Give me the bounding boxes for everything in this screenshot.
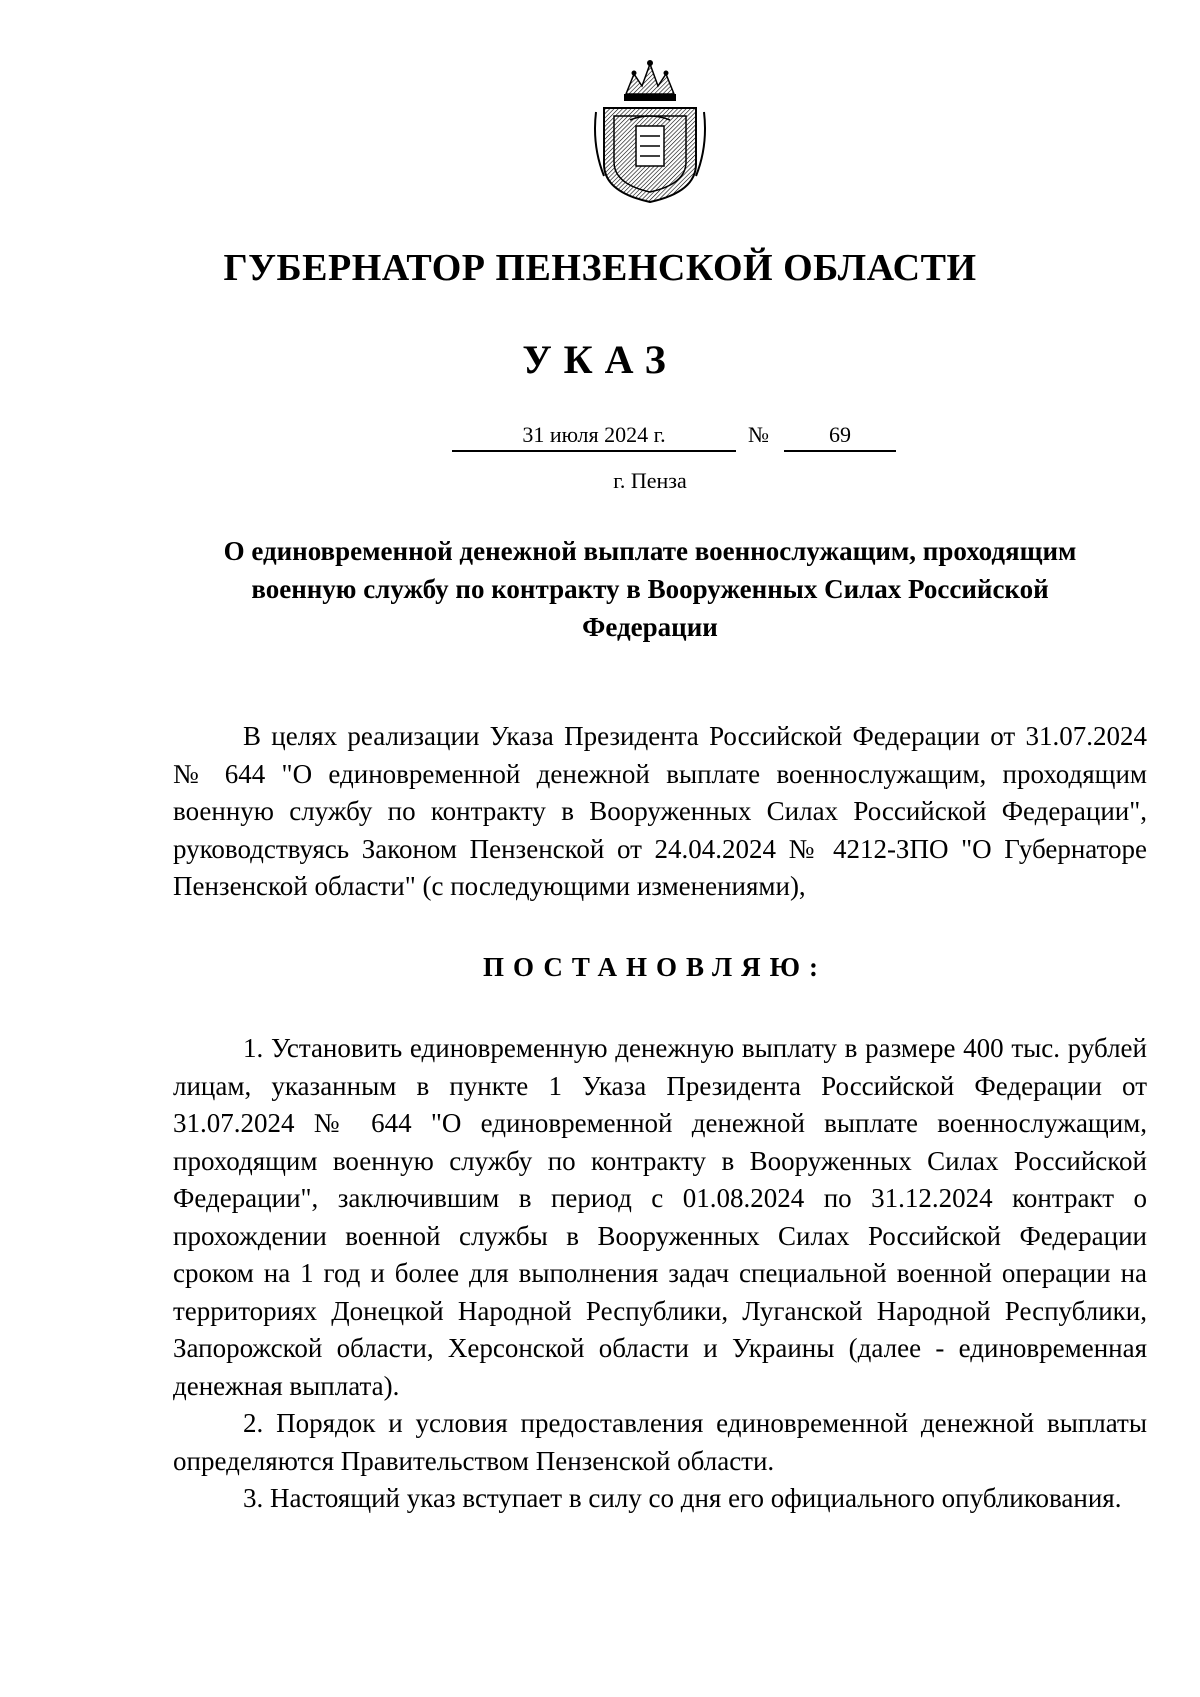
document-date: 31 июля 2024 г.	[452, 422, 736, 452]
issuing-authority: ГУБЕРНАТОР ПЕНЗЕНСКОЙ ОБЛАСТИ	[223, 247, 977, 289]
coat-of-arms-emblem	[590, 56, 710, 204]
document-type: УКАЗ	[522, 337, 678, 382]
number-sign: №	[748, 422, 769, 447]
decree-item-2: 2. Порядок и условия предоставления единовременной денежной выплаты определяются Правительством Пензенской области.	[173, 1408, 1147, 1476]
decree-item-1: 1. Установить единовременную денежную выплату в размере 400 тыс. рублей лицам, указанным в пункте 1 Указа Президента Российской Федерации от 31.07.2024 № 644 "О единовременной денежной выплате военнослужащим, проходящим военную службу по контракту в Вооруженных Силах Российской Федерации", заключившим в период с 01.08.2024 по 31.12.2024 контракт о прохождении военной службы в Вооруженных Силах Российской Федерации сроком на 1 год и более для выполнения задач специальной военной операции на территориях Донецкой Народной Республики, Луганской Народной Республики, Запорожской области, Херсонской области и Украины (далее - единовременная денежная выплата).	[173, 1033, 1147, 1401]
document-city: г. Пенза	[613, 468, 687, 493]
preamble-paragraph: В целях реализации Указа Президента Российской Федерации от 31.07.2024 № 644 "О единовременной денежной выплате военнослужащим, проходящим военную службу по контракту в Вооруженных Силах Российской Федерации", руководствуясь Законом Пензенской от 24.04.2024 № 4212-ЗПО "О Губернаторе Пензенской области" (с последующими изменениями),	[173, 721, 1147, 901]
document-number: 69	[784, 422, 896, 452]
decree-word: ПОСТАНОВЛЯЮ:	[483, 952, 827, 982]
decree-item-3: 3. Настоящий указ вступает в силу со дня его официального опубликования.	[243, 1483, 1122, 1513]
document-title: О единовременной денежной выплате военнослужащим, проходящим военную службу по контракту в Вооруженных Силах Российской Федерации	[223, 536, 1077, 642]
decree-items	[173, 1030, 1147, 1518]
